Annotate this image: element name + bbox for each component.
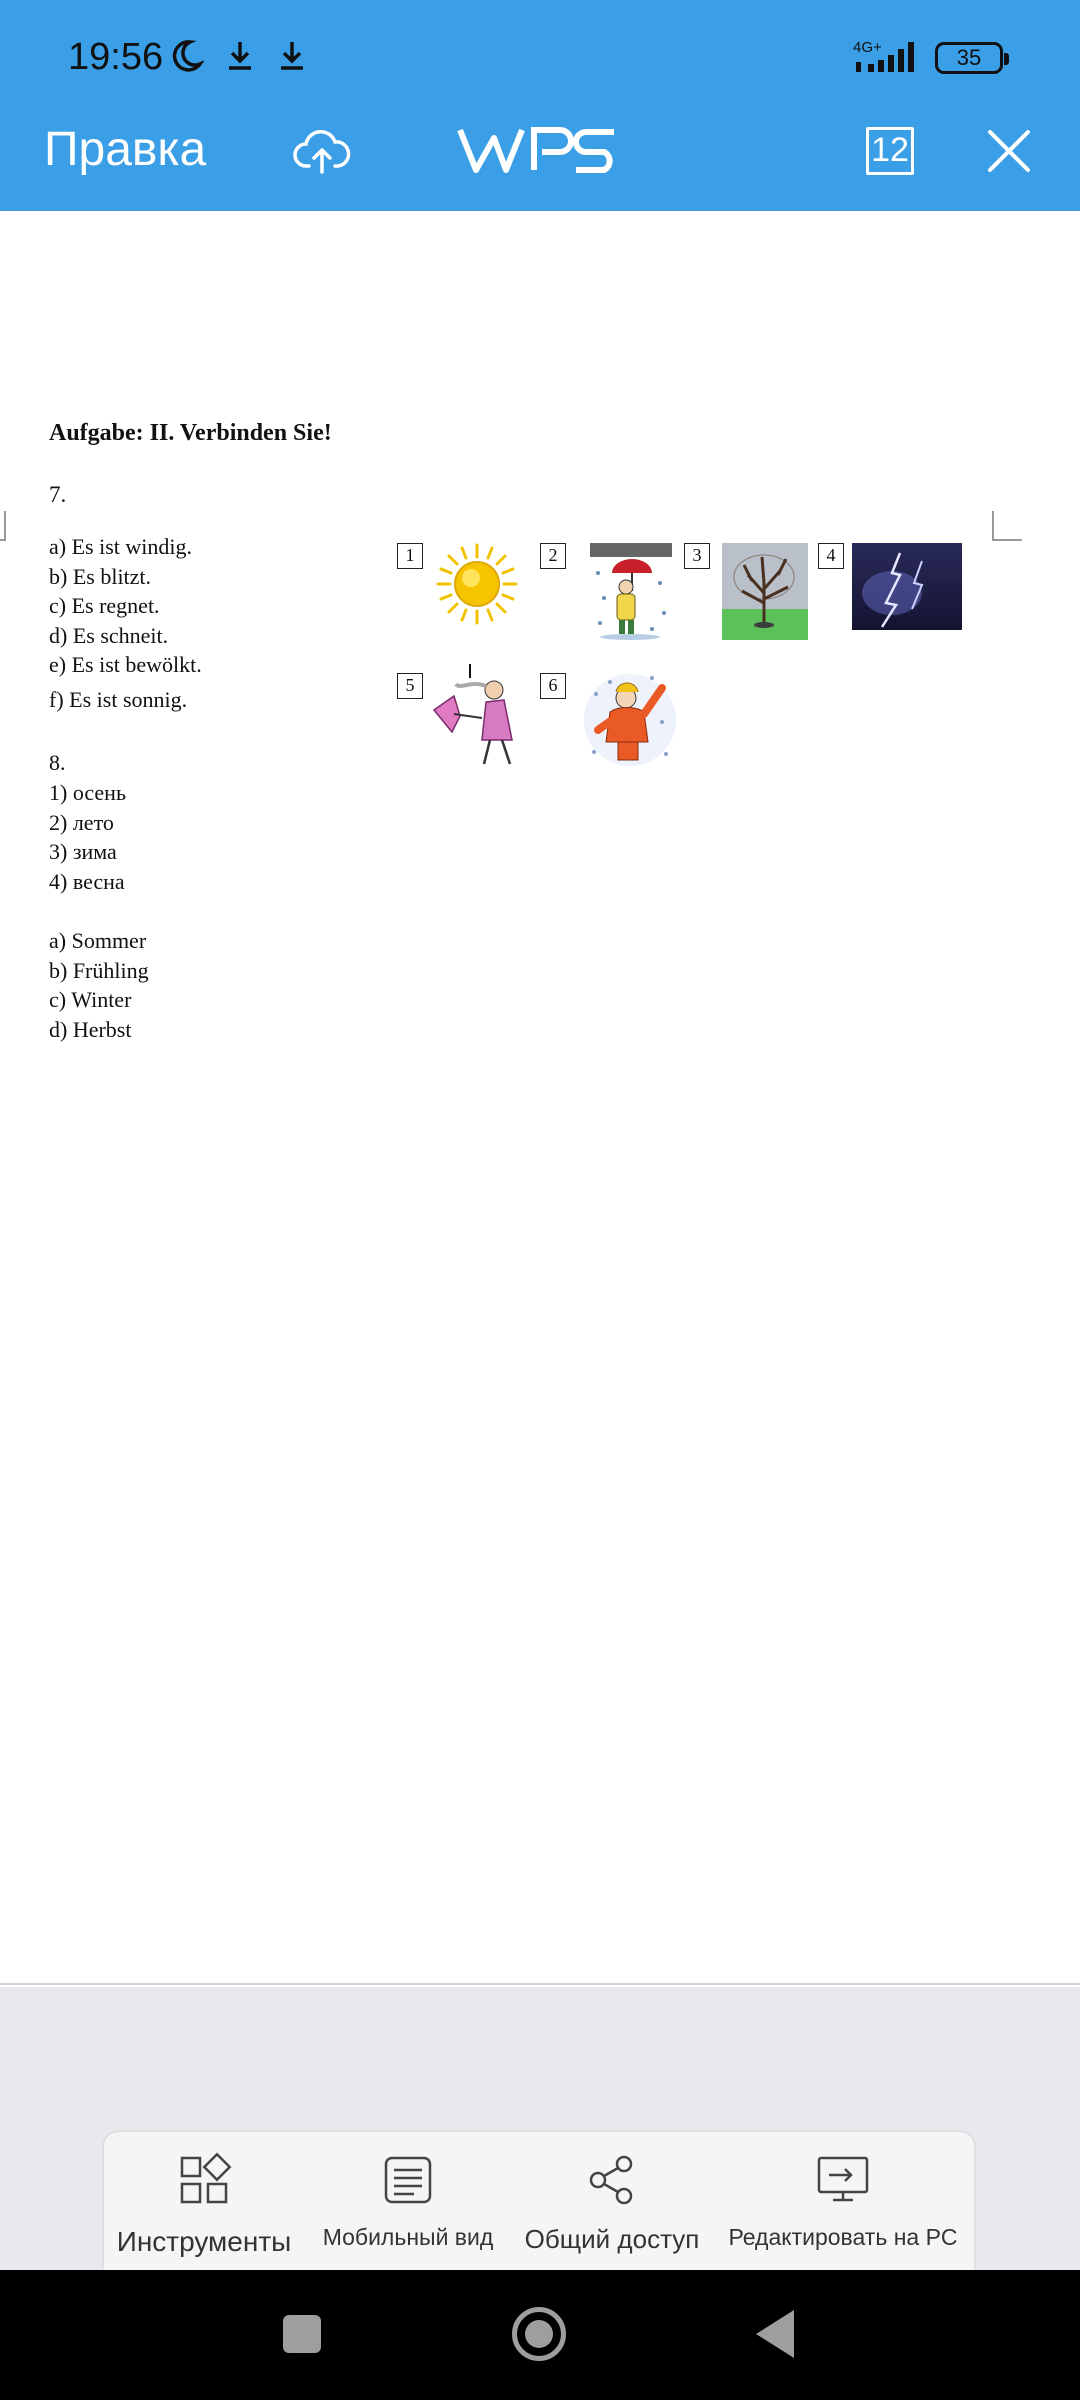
system-navigation-bar bbox=[0, 2270, 1080, 2400]
share-label: Общий доступ bbox=[524, 2224, 700, 2254]
sun-picture bbox=[436, 543, 518, 625]
picture-number: 3 bbox=[684, 543, 710, 569]
mobile-view-icon bbox=[380, 2152, 436, 2208]
recents-button[interactable] bbox=[283, 2315, 321, 2353]
windy-picture bbox=[430, 660, 530, 770]
bottom-toolbar bbox=[104, 2132, 974, 2270]
cloud-upload-icon[interactable] bbox=[292, 122, 352, 182]
tools-icon bbox=[176, 2152, 232, 2208]
signal-icon bbox=[852, 38, 922, 74]
monitor-icon bbox=[815, 2152, 871, 2208]
mobile-view-label: Мобильный вид bbox=[322, 2224, 494, 2250]
exercise-8-german-list bbox=[49, 926, 149, 1044]
list-item: c) Winter bbox=[49, 987, 132, 1012]
page-corner-mark bbox=[992, 511, 1022, 541]
battery-indicator: 35 bbox=[935, 42, 1003, 74]
list-item: c) Es regnet. bbox=[49, 593, 160, 618]
tools-button[interactable] bbox=[104, 2132, 304, 2270]
download-icon bbox=[224, 38, 256, 74]
picture-number: 2 bbox=[540, 543, 566, 569]
list-item: a) Es ist windig. bbox=[49, 534, 192, 559]
close-icon[interactable] bbox=[986, 128, 1032, 174]
edit-on-pc-button[interactable] bbox=[712, 2132, 974, 2270]
page-count-button[interactable]: 12 bbox=[866, 127, 914, 175]
list-item: f) Es ist sonnig. bbox=[49, 686, 188, 712]
picture-number: 4 bbox=[818, 543, 844, 569]
document-page[interactable] bbox=[0, 211, 1080, 1985]
page-corner-mark bbox=[0, 511, 6, 541]
list-item: 4) весна bbox=[49, 868, 125, 894]
mobile-view-button[interactable] bbox=[304, 2132, 512, 2270]
app-bar bbox=[0, 0, 1080, 211]
list-item: d) Es schneit. bbox=[49, 622, 169, 648]
list-item: e) Es ist bewölkt. bbox=[49, 652, 202, 677]
list-item: d) Herbst bbox=[49, 1016, 132, 1042]
share-button[interactable] bbox=[512, 2132, 712, 2270]
download-icon bbox=[276, 38, 308, 74]
picture-number: 5 bbox=[397, 673, 423, 699]
tools-label: Инструменты bbox=[116, 2226, 292, 2257]
back-button[interactable] bbox=[756, 2310, 794, 2358]
exercise-8-number: 8. bbox=[49, 750, 66, 775]
snow-picture bbox=[582, 670, 678, 774]
task-title: Aufgabe: II. Verbinden Sie! bbox=[49, 420, 332, 446]
status-time: 19:56 bbox=[68, 36, 164, 78]
wps-logo bbox=[456, 120, 622, 180]
share-icon bbox=[584, 2152, 640, 2208]
status-icons bbox=[168, 38, 308, 74]
picture-number: 1 bbox=[397, 543, 423, 569]
list-item: b) Es blitzt. bbox=[49, 563, 152, 589]
moon-icon bbox=[168, 38, 204, 74]
picture-number: 6 bbox=[540, 673, 566, 699]
lightning-picture bbox=[852, 543, 962, 630]
edit-on-pc-label: Редактировать на PC bbox=[728, 2224, 958, 2250]
home-button[interactable] bbox=[512, 2307, 566, 2361]
rain-picture bbox=[590, 543, 672, 643]
exercise-8-russian-list bbox=[49, 778, 126, 896]
list-item: 3) зима bbox=[49, 839, 117, 864]
exercise-7-number: 7. bbox=[49, 482, 67, 507]
cloudy-tree-picture bbox=[722, 543, 808, 640]
list-item: a) Sommer bbox=[49, 928, 147, 953]
list-item: b) Frühling bbox=[49, 957, 149, 983]
list-item: 2) лето bbox=[49, 809, 114, 835]
edit-button[interactable]: Правка bbox=[44, 123, 207, 176]
list-item: 1) осень bbox=[49, 780, 126, 805]
network-type: 4G+ bbox=[853, 39, 882, 56]
exercise-7-list bbox=[49, 532, 202, 714]
